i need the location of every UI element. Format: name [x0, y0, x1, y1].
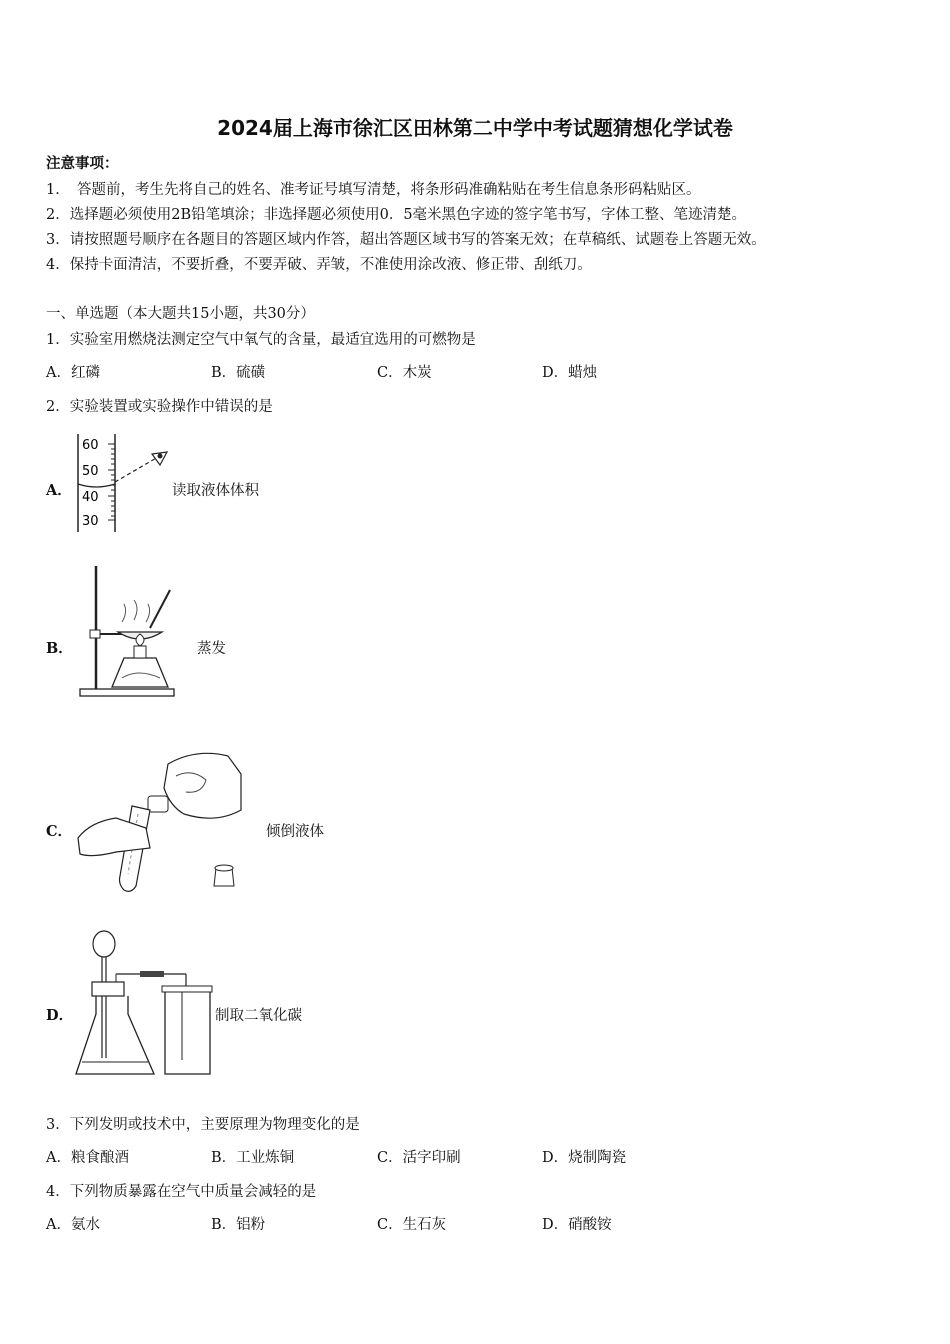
cylinder-tick-60: 60 — [82, 438, 99, 453]
page-title: 2024届上海市徐汇区田林第二中学中考试题猜想化学试卷 — [217, 116, 733, 140]
pouring-liquid-figure — [76, 748, 246, 898]
notice-heading: 注意事项： — [46, 155, 119, 172]
question-1-option-a[interactable]: A．红磷 — [46, 365, 100, 381]
figure-a-caption: 读取液体体积 — [172, 483, 259, 499]
cylinder-tick-40: 40 — [82, 490, 99, 505]
notice-item-2: 2．选择题必须使用2B铅笔填涂；非选择题必须使用0．5毫米黑色字迹的签字笔书写，字体工整、笔迹清楚。 — [46, 207, 747, 223]
question-1-option-b[interactable]: B．硫磺 — [211, 365, 266, 381]
evaporation-apparatus-figure — [78, 562, 188, 702]
question-3-option-d[interactable]: D．烧制陶瓷 — [542, 1150, 627, 1166]
question-1-stem: 1．实验室用燃烧法测定空气中氧气的含量，最适宜选用的可燃物是 — [46, 332, 476, 348]
question-4-option-a[interactable]: A．氨水 — [46, 1217, 100, 1233]
question-1-option-c[interactable]: C．木炭 — [377, 365, 432, 381]
question-2-stem: 2．实验装置或实验操作中错误的是 — [46, 399, 273, 415]
co2-generation-apparatus-figure — [70, 926, 220, 1080]
notice-item-3: 3．请按照题号顺序在各题目的答题区域内作答，超出答题区域书写的答案无效；在草稿纸、试题卷上答题无效。 — [46, 232, 766, 248]
question-3-option-b[interactable]: B．工业炼铜 — [211, 1150, 295, 1166]
question-1-option-d[interactable]: D．蜡烛 — [542, 365, 598, 381]
figure-d-letter: D． — [46, 1007, 74, 1024]
figure-b-caption: 蒸发 — [197, 641, 226, 657]
figure-c-letter: C． — [46, 823, 73, 840]
notice-item-1: 1． 答题前，考生先将自己的姓名、准考证号填写清楚，将条形码准确粘贴在考生信息条形码粘贴区。 — [46, 182, 701, 198]
figure-d-caption: 制取二氧化碳 — [215, 1008, 302, 1024]
question-3-option-c[interactable]: C．活字印刷 — [377, 1150, 461, 1166]
notice-item-4: 4．保持卡面清洁，不要折叠，不要弄破、弄皱，不准使用涂改液、修正带、刮纸刀。 — [46, 257, 592, 273]
graduated-cylinder-figure — [70, 432, 180, 536]
question-4-option-b[interactable]: B．铝粉 — [211, 1217, 266, 1233]
figure-c-caption: 倾倒液体 — [266, 824, 324, 840]
question-4-stem: 4．下列物质暴露在空气中质量会减轻的是 — [46, 1184, 317, 1200]
cylinder-tick-30: 30 — [82, 514, 99, 529]
section-heading: 一、单选题（本大题共15小题，共30分） — [46, 306, 315, 322]
cylinder-tick-50: 50 — [82, 464, 99, 479]
question-3-stem: 3．下列发明或技术中，主要原理为物理变化的是 — [46, 1117, 360, 1133]
figure-a-letter: A． — [46, 482, 72, 499]
question-4-option-c[interactable]: C．生石灰 — [377, 1217, 447, 1233]
question-4-option-d[interactable]: D．硝酸铵 — [542, 1217, 612, 1233]
figure-b-letter: B． — [46, 640, 73, 657]
question-3-option-a[interactable]: A．粮食酿酒 — [46, 1150, 129, 1166]
